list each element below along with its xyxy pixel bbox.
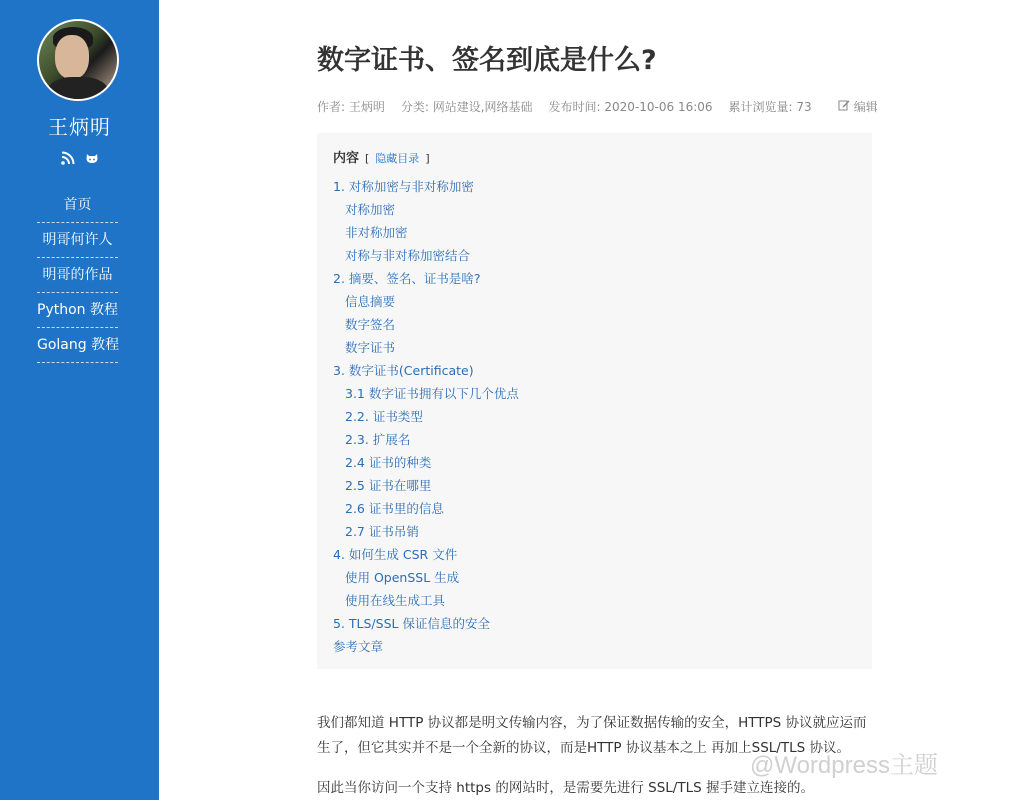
avatar[interactable] [37,19,119,101]
avatar-body [47,77,109,101]
toc-item[interactable]: 4. 如何生成 CSR 文件 [333,547,458,562]
article-paragraph: 因此当你访问一个支持 https 的网站时，是需要先进行 SSL/TLS 握手建立连接的。 [317,779,814,796]
toc-item[interactable]: 信息摘要 [345,294,396,309]
meta-views: 累计浏览量: 73 [728,100,812,114]
table-of-contents [317,133,872,669]
nav-item-home[interactable]: 首页 [37,188,118,223]
edit-link[interactable] [838,98,878,115]
post-meta [317,98,878,115]
toc-title: 内容 [333,151,360,166]
edit-label: 编辑 [853,100,878,114]
toc-item[interactable]: 数字签名 [345,317,396,332]
toc-item[interactable]: 2.7 证书吊销 [345,524,419,539]
toc-item[interactable]: 使用 OpenSSL 生成 [345,570,460,585]
toc-item[interactable]: 3.1 数字证书拥有以下几个优点 [345,386,519,401]
toc-item[interactable]: 2. 摘要、签名、证书是啥? [333,271,481,286]
avatar-face [55,35,89,79]
toc-item[interactable]: 数字证书 [345,340,396,355]
nav-item-about[interactable]: 明哥何许人 [37,223,118,258]
meta-published: 发布时间: 2020-10-06 16:06 [548,100,713,114]
toc-item[interactable]: 1. 对称加密与非对称加密 [333,179,474,194]
toc-toggle[interactable]: 隐藏目录 [375,152,420,165]
toc-item[interactable]: 2.6 证书里的信息 [345,501,444,516]
meta-category[interactable]: 分类: 网站建设,网络基础 [400,100,533,114]
nav-item-golang-tutorial[interactable]: Golang 教程 [37,328,118,363]
post-title: 数字证书、签名到底是什么? [317,45,657,76]
toc-item[interactable]: 对称与非对称加密结合 [345,248,471,263]
site-name[interactable]: 王炳明 [48,115,111,139]
rss-icon[interactable] [61,150,75,164]
toc-item[interactable]: 3. 数字证书(Certificate) [333,363,474,378]
toc-item[interactable]: 2.3. 扩展名 [345,432,411,447]
toc-item[interactable]: 参考文章 [333,639,384,654]
edit-icon [838,99,850,114]
toc-item[interactable]: 非对称加密 [345,225,408,240]
sidebar [0,0,159,800]
toc-item[interactable]: 5. TLS/SSL 保证信息的安全 [333,616,490,631]
toc-item[interactable]: 2.5 证书在哪里 [345,478,432,493]
watermark: @Wordpress主题 [750,752,938,779]
social-links [0,150,159,164]
github-icon[interactable] [85,150,99,164]
article-paragraph: 我们都知道 HTTP 协议都是明文传输内容，为了保证数据传输的安全，HTTPS 协议就应运而生了，但它其实并不是一个全新的协议，而是HTTP 协议基本之上 再加上SSL/TLS 协议。 [317,714,867,756]
toc-item[interactable]: 2.2. 证书类型 [345,409,423,424]
nav-item-python-tutorial[interactable]: Python 教程 [37,293,118,328]
meta-author[interactable]: 作者: 王炳明 [317,100,385,114]
toc-list [333,175,856,658]
nav-item-works[interactable]: 明哥的作品 [37,258,118,293]
toc-bracket-close: ] [425,152,430,165]
toc-bracket-open: [ [365,152,370,165]
toc-header [333,147,856,166]
toc-item[interactable]: 对称加密 [345,202,396,217]
toc-item[interactable]: 2.4 证书的种类 [345,455,432,470]
toc-item[interactable]: 使用在线生成工具 [345,593,446,608]
main-nav [37,188,118,363]
